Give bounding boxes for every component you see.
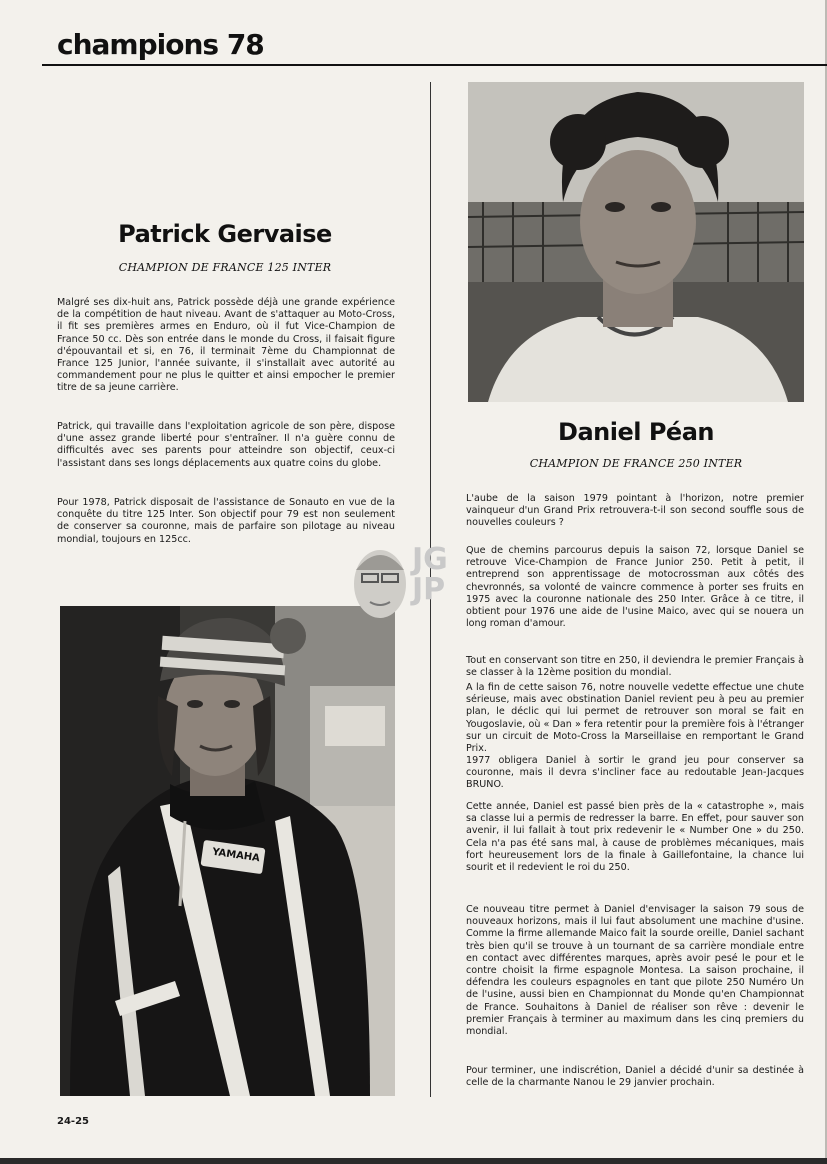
article-paragraph: Tout en conservant son titre en 250, il deviendra le premier Français à se classer à la 12ème position du mondial. xyxy=(466,655,804,679)
article-paragraph: Malgré ses dix-huit ans, Patrick possède déjà une grande expérience de la compétition de haut niveau. Avant de s'attaquer au Moto-Cross, il fit ses premières armes en Enduro, où il fut Vice-Champion de France 50 cc. Dès son entrée dans le monde du Cross, il faisait figure d'épouvantail et si, en 76, il terminait 7ème du Championnat de France 125 Junior, l'année suivante, il s'installait avec autorité au commandement pour ne plus le quitter et ainsi empocher le premier titre de sa jeune carrière. xyxy=(57,297,395,394)
page-number: 24-25 xyxy=(57,1116,89,1127)
article-paragraph: 1977 obligera Daniel à sortir le grand jeu pour conserver sa couronne, mais il devra s'incliner face au redoutable Jean-Jacques BRUNO. xyxy=(466,755,804,791)
article-paragraph: Patrick, qui travaille dans l'exploitation agricole de son père, dispose d'une assez grande liberté pour s'entraîner. Il n'a guère connu de difficultés avec ses parents pour atteindre son objectif, ceux-ci l'assistant dans ses longs déplacements aux quatre coins du globe. xyxy=(57,421,395,469)
article-paragraph: Pour terminer, une indiscrétion, Daniel a décidé d'unir sa destinée à celle de la charmante Nanou le 29 janvier prochain. xyxy=(466,1065,804,1089)
rider-name-pean: Daniel Péan xyxy=(558,418,714,446)
section-title: champions 78 xyxy=(57,28,264,61)
watermark-letters-bottom: JP xyxy=(412,572,446,607)
article-paragraph: Cette année, Daniel est passé bien près de la « catastrophe », mais sa classe lui a permis de redresser la barre. En effet, pour sauver son avenir, il lui fallait à tout prix redevenir le « Number One » du 250. Cela n'a pas été sans mal, à cause de problèmes mécaniques, mais fort heureusement lors de la finale à Gaillefontaine, la chance lui sourit et il redevient le roi du 250. xyxy=(466,801,804,874)
article-paragraph: A la fin de cette saison 76, notre nouvelle vedette effectue une chute sérieuse, mais avec obstination Daniel revient peu à peu au premier plan, le déclic qui lui permet de retrouver son moral se fait en Yougoslavie, où « Dan » fera retentir pour la première fois à l'étranger sur un circuit de Moto-Cross la Marseillaise en remportant le Grand Prix. xyxy=(466,682,804,755)
watermark xyxy=(348,540,473,630)
photo-daniel-pean xyxy=(468,82,804,402)
article-paragraph: Que de chemins parcourus depuis la saison 72, lorsque Daniel se retrouve Vice-Champion de France Junior 250. Petit à petit, il entreprend son apprentissage de motocrossman aux côtés des chevronnés, sa volonté de vaincre commence à porter ses fruits en 1975 avec la couronne nationale des 250 Inter. Grâce à ce titre, il obtient pour 1976 une aide de l'usine Maico, avec qui se nouera un long roman d'amour. xyxy=(466,545,804,630)
page-edge-bottom xyxy=(0,1158,827,1164)
header-rule xyxy=(42,64,827,66)
article-paragraph: Pour 1978, Patrick disposait de l'assistance de Sonauto en vue de la conquête du titre 125 Inter. Son objectif pour 79 est non seulement de conserver sa couronne, mais de parfaire son pilotage au niveau mondial, toujours en 125cc. xyxy=(57,497,395,545)
article-paragraph: L'aube de la saison 1979 pointant à l'horizon, notre premier vainqueur d'un Grand Prix retrouvera-t-il son second souffle sous de nouvelles couleurs ? xyxy=(466,493,804,529)
photo-patrick-gervaise xyxy=(60,606,395,1096)
article-paragraph: Ce nouveau titre permet à Daniel d'envisager la saison 79 sous de nouveaux horizons, mais il lui faut absolument une machine d'usine. Comme la firme allemande Maico fait la sourde oreille, Daniel sachant très bien qu'il se trouve à un tournant de sa carrière mondiale entre en contact avec différentes marques, après avoir pesé le pour et le contre choisit la firme espagnole Montesa. La saison prochaine, il défendra les couleurs espagnoles en tant que pilote 250 Numéro Un de l'usine, aussi bien en Championnat du Monde qu'en Championnat de France. Souhaitons à Daniel de réaliser son rêve : devenir le premier Français à terminer au maximum dans les cinq premiers du mondial. xyxy=(466,904,804,1038)
rider-title-pean: CHAMPION DE FRANCE 250 INTER xyxy=(529,457,743,470)
jacket-badge-text: YAMAHA xyxy=(211,846,261,865)
watermark-letters-top: JG xyxy=(412,542,448,577)
rider-title-gervaise: CHAMPION DE FRANCE 125 INTER xyxy=(118,261,332,274)
rider-name-gervaise: Patrick Gervaise xyxy=(118,220,332,248)
